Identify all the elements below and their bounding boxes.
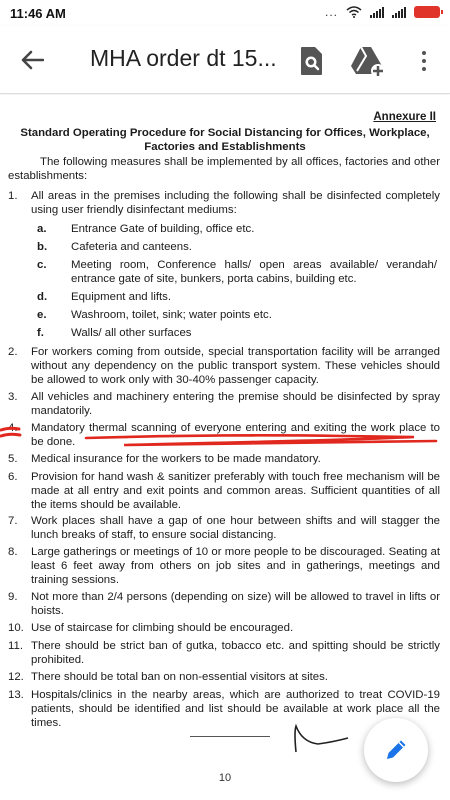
notification-dots: ...: [324, 5, 338, 19]
intro-paragraph: The following measures shall be implemented by all offices, factories and other establishments:: [8, 156, 440, 182]
back-button[interactable]: [14, 44, 50, 76]
app-bar: [0, 26, 450, 94]
edit-fab-button[interactable]: [364, 718, 428, 782]
status-time: 11:46 AM: [10, 5, 66, 21]
back-arrow-icon: [20, 50, 44, 70]
document-heading: Standard Operating Procedure for Social Distancing for Offices, Workplace, Factories and Establishments: [20, 127, 430, 153]
drive-add-icon[interactable]: [348, 44, 386, 78]
signal-icon-2: [392, 6, 406, 18]
document-title: MHA order dt 15...: [90, 45, 277, 71]
battery-icon: [414, 6, 440, 18]
find-in-document-icon[interactable]: [294, 44, 328, 78]
signal-icon: [370, 6, 384, 18]
wifi-icon: [346, 6, 362, 18]
status-bar: [0, 0, 450, 26]
status-icons: [325, 5, 440, 19]
edit-pencil-icon: [383, 737, 409, 763]
page-number: 10: [218, 772, 232, 784]
annexure-label: Annexure II: [373, 111, 436, 123]
signature-line: [190, 736, 270, 737]
signature-scribble: [288, 722, 358, 756]
more-vert-icon[interactable]: [414, 44, 434, 78]
red-annotation-mark: [0, 426, 22, 440]
red-underline-annotation: [84, 432, 450, 450]
document-page: Annexure II Standard Operating Procedure for Social Distancing for Offices, Workplace, Factories and Establishments The following measures shall be implemented by all offices, factories and other establishments: 1. All areas in the premises including the following shall be disinfected completely using user friendly disinfectant mediums: a. Entrance Gate of building, office etc. b. Cafeteria and canteens. c. Meeting room, Conference halls/ open areas available/ verandah/ entrance gate of site, bunkers, porta cabins, building etc. d. Equipment and lifts. e. Washroom, toilet, sink; water points etc. f. Walls/ all other surfaces 2. For workers coming from outside, special transportation facility will be arranged without any dependency on the public transport system. These vehicles should be allowed to work only with 30-40% passenger capacity. 3. All vehicles and machinery entering the premise should be disinfected by spray mandatorily. 4. Mandatory thermal scanning of everyone entering and exiting the work place to be done. 5. Medical insurance for the workers to be made mandatory. 6. Provision for hand wash & sanitizer preferably with touch free mechanism will be made at all entry and exit points and common areas. Sufficient quantities of all the items should be available. 7. Work places shall have a gap of one hour between shifts and will stagger the lunch breaks of staff, to ensure social distancing. 8. Large gatherings or meetings of 10 or more people to be discouraged. Seating at least 6 feet away from others on job sites and in gatherings, meetings and training sessions. 9. Not more than 2/4 persons (depending on size) will be allowed to travel in lifts or hoists. 10. Use of staircase for climbing should be encouraged. 11. There should be strict ban of gutka, tobacco etc. and spitting should be strictly prohibited. 12. There should be total ban on non-essential visitors at sites. 13. Hospitals/clinics in the nearby areas, which are authorized to treat COVID-19 patients, should be identified and list should be available at work place all the times. 10: [0, 95, 450, 800]
